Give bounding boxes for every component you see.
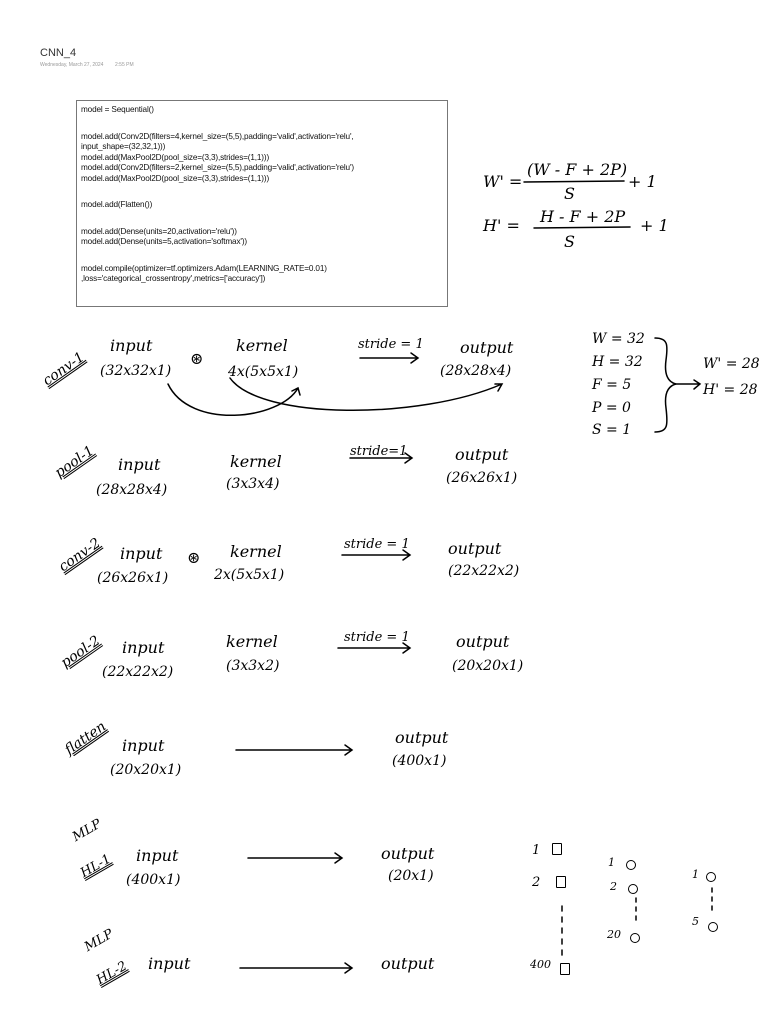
conv1-output-label: output — [460, 338, 514, 357]
network-node — [706, 872, 716, 882]
param-s: S = 1 — [592, 422, 632, 438]
pool1-input-dims: (28x28x4) — [96, 482, 168, 498]
conv1-stride: stride = 1 — [358, 337, 424, 352]
conv2-stride: stride = 1 — [344, 537, 410, 552]
formula-h-plus-one: + 1 — [640, 216, 669, 235]
network-col2-label-second: 2 — [610, 880, 617, 893]
conv1-kernel-dims: 4x(5x5x1) — [228, 364, 299, 380]
param-brace — [655, 338, 676, 432]
code-line: model.compile(optimizer=tf.optimizers.Adam(LEARNING_RATE=0.01) — [81, 263, 327, 273]
mlp2-label-hl: HL-2 — [94, 958, 130, 988]
fraction-bar-h — [534, 227, 630, 228]
pool1-input-label: input — [118, 455, 161, 474]
mlp1-input-label: input — [136, 846, 179, 865]
conv1-input-dims: (32x32x1) — [100, 363, 172, 379]
mlp1-arrow — [248, 853, 342, 863]
network-node — [628, 884, 638, 894]
mlp2-output-label: output — [381, 954, 435, 973]
param-h: H = 32 — [592, 354, 643, 370]
pool2-kernel-label: kernel — [226, 632, 278, 651]
code-line: model.add(MaxPool2D(pool_size=(3,3),strides=(1,1))) — [81, 173, 270, 183]
code-line: ,loss='categorical_crossentropy',metrics=['accuracy']) — [81, 274, 266, 283]
conv1-label: conv-1 — [40, 349, 88, 390]
param-result-arrow — [676, 380, 700, 389]
fraction-bar-w — [524, 181, 624, 182]
conv1-output-dims: (28x28x4) — [440, 363, 512, 379]
param-w: W = 32 — [592, 331, 645, 347]
page-date: Wednesday, March 27, 2024 — [40, 62, 104, 68]
page-title: CNN_4 — [40, 47, 77, 59]
conv2-kernel-dims: 2x(5x5x1) — [214, 567, 285, 583]
pool1-kernel-dims: (3x3x4) — [226, 476, 280, 492]
result-h-prime: H' = 28 — [703, 382, 758, 398]
pool2-output-dims: (20x20x1) — [452, 658, 524, 674]
mlp1-output-dims: (20x1) — [388, 868, 434, 884]
conv2-output-dims: (22x22x2) — [448, 563, 520, 579]
formula-w-lhs: W' = — [483, 172, 523, 191]
flatten-output-dims: (400x1) — [392, 753, 447, 769]
flatten-label: flatten — [62, 718, 110, 759]
pool1-output-dims: (26x26x1) — [446, 470, 518, 486]
code-line: model.add(Flatten()) — [81, 200, 153, 209]
pool2-output-label: output — [456, 632, 510, 651]
network-node — [556, 876, 566, 888]
formula-h-lhs: H' = — [483, 216, 520, 235]
code-line: model = Sequential() — [81, 105, 154, 114]
formula-w-numerator: (W - F + 2P) — [527, 160, 628, 179]
flatten-arrow — [236, 745, 352, 755]
conv2-input-dims: (26x26x1) — [97, 570, 169, 586]
code-line: model.add(Dense(units=20,activation='relu')) — [81, 226, 237, 236]
pool1-output-label: output — [455, 445, 509, 464]
pool2-input-dims: (22x22x2) — [102, 664, 174, 680]
pool2-kernel-dims: (3x3x2) — [226, 658, 280, 674]
mlp1-output-label: output — [381, 844, 435, 863]
network-node — [552, 843, 562, 855]
pool2-label: pool-2 — [58, 632, 104, 672]
flatten-input-dims: (20x20x1) — [110, 762, 182, 778]
network-col3-label-first: 1 — [692, 868, 699, 881]
formula-w-plus-one: + 1 — [628, 172, 657, 191]
code-line: model.add(MaxPool2D(pool_size=(3,3),strides=(1,1))) — [81, 152, 270, 162]
conv1-input-label: input — [110, 336, 153, 355]
mlp1-input-dims: (400x1) — [126, 872, 181, 888]
network-col1-label-first: 1 — [532, 843, 541, 858]
network-col3-label-last: 5 — [692, 915, 699, 928]
page-time: 2:55 PM — [115, 62, 134, 68]
param-p: P = 0 — [592, 400, 631, 416]
conv1-curve-arrow-2 — [230, 378, 502, 410]
conv2-output-label: output — [448, 539, 502, 558]
pool1-label: pool-1 — [52, 442, 98, 482]
conv2-input-label: input — [120, 544, 163, 563]
code-line: model.add(Conv2D(filters=2,kernel_size=(5,5),padding='valid',activation='relu') — [81, 163, 354, 172]
code-line: model.add(Conv2D(filters=4,kernel_size=(5,5),padding='valid',activation='relu', — [81, 131, 354, 141]
code-line: input_shape=(32,32,1))) — [81, 142, 166, 151]
formula-h-numerator: H - F + 2P — [540, 207, 626, 226]
network-col1-label-second: 2 — [532, 875, 541, 890]
conv2-label: conv-2 — [56, 535, 104, 576]
convolution-operator-icon: ⊛ — [190, 349, 204, 368]
param-f: F = 5 — [592, 377, 632, 393]
convolution-operator-icon: ⊛ — [187, 548, 201, 567]
formula-h-denominator: S — [564, 232, 575, 251]
network-node — [630, 933, 640, 943]
mlp1-label-hl: HL-1 — [78, 851, 114, 881]
pool2-stride: stride = 1 — [344, 630, 410, 645]
conv1-stride-arrow — [360, 353, 418, 363]
mlp2-input-label: input — [148, 954, 191, 973]
mlp2-arrow — [240, 963, 352, 973]
network-col2-label-last: 20 — [607, 928, 621, 941]
result-w-prime: W' = 28 — [703, 356, 760, 372]
pool1-stride: stride=1 — [350, 444, 408, 459]
flatten-output-label: output — [395, 728, 449, 747]
code-line: model.add(Dense(units=5,activation='softmax')) — [81, 237, 247, 246]
pool1-kernel-label: kernel — [230, 452, 282, 471]
mlp1-label-mlp: MLP — [70, 816, 105, 845]
flatten-input-label: input — [122, 736, 165, 755]
network-col2-label-first: 1 — [608, 856, 615, 869]
network-node — [708, 922, 718, 932]
network-col1-label-last: 400 — [530, 958, 551, 971]
network-node — [626, 860, 636, 870]
pool2-input-label: input — [122, 638, 165, 657]
conv1-kernel-label: kernel — [236, 336, 288, 355]
formula-w-denominator: S — [564, 184, 575, 203]
conv1-curve-arrow-1 — [168, 384, 300, 415]
conv2-kernel-label: kernel — [230, 542, 282, 561]
mlp2-label-mlp: MLP — [82, 926, 117, 955]
network-node — [560, 963, 570, 975]
